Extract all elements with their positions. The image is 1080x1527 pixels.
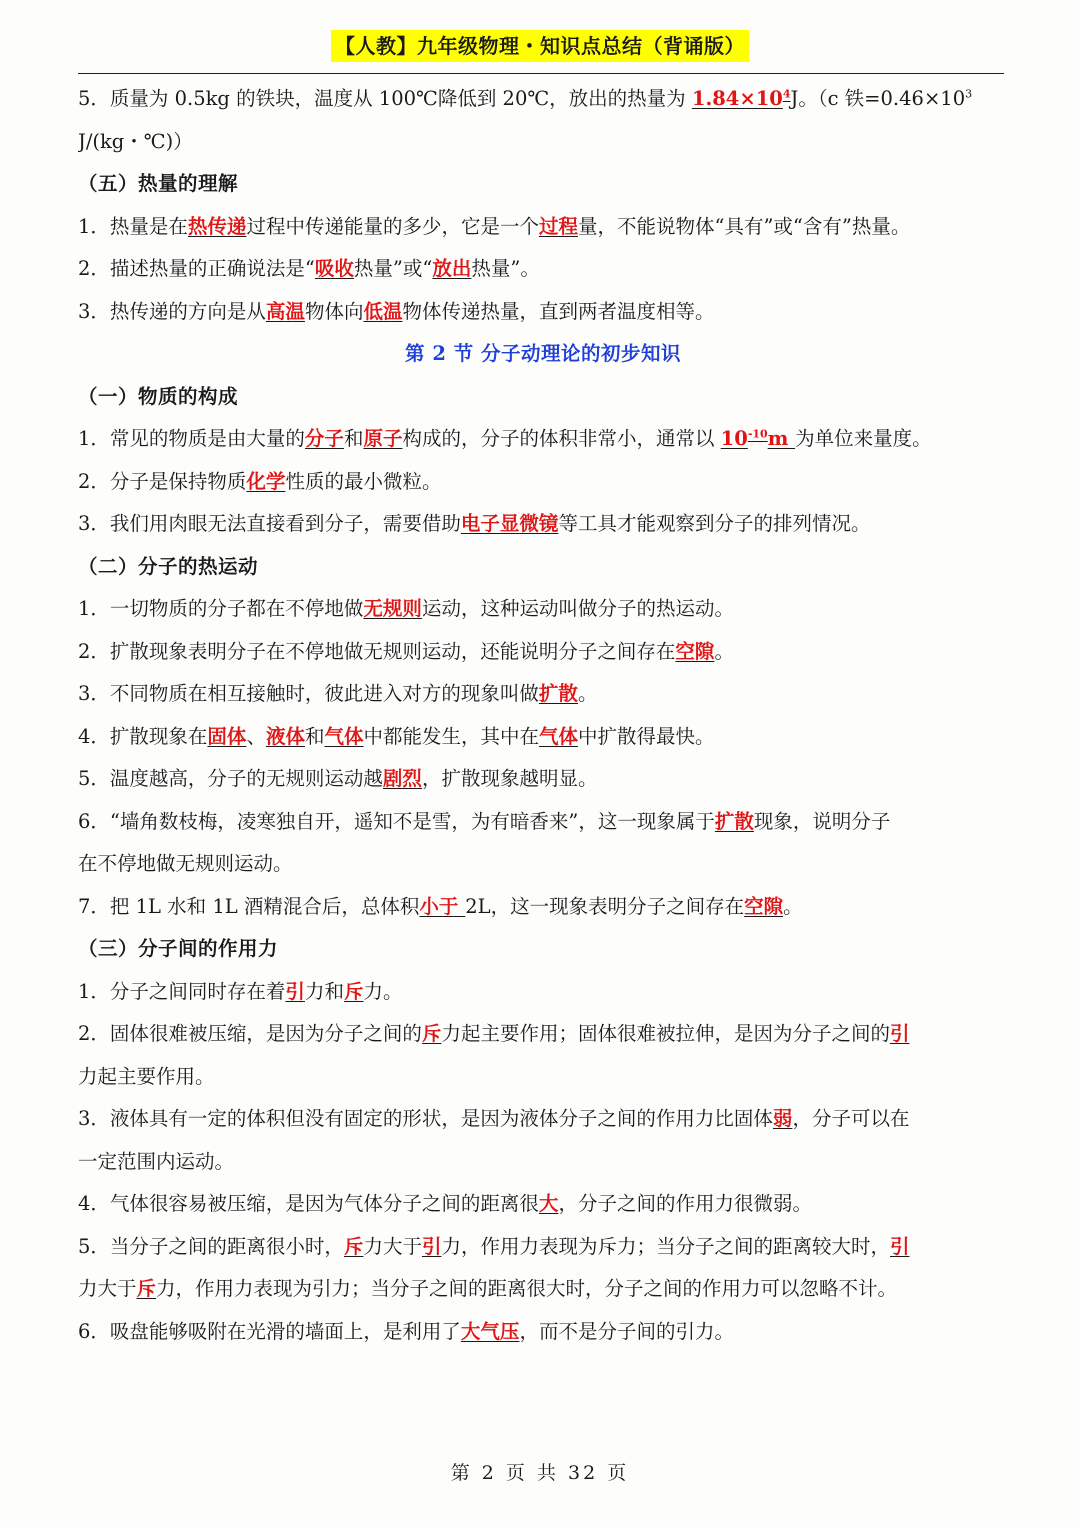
text-run: （二）分子的热运动: [78, 554, 259, 578]
text-run: 中扩散得最快。: [578, 724, 715, 748]
answer-blank: 空隙: [675, 639, 715, 663]
text-run: 性质的最小微粒。: [285, 469, 442, 493]
text-line: [78, 1098, 1008, 1141]
answer-blank: 固体: [207, 724, 247, 748]
text-line: [78, 801, 1008, 844]
text-run: 一定范围内运动。: [78, 1149, 235, 1173]
answer-blank: 斥: [343, 979, 364, 1003]
text-run: 4．扩散现象在: [78, 724, 208, 748]
answer-blank: 分子: [304, 427, 344, 450]
text-line: [78, 291, 1008, 334]
text-run: 物体传递热量，直到两者温度相等。: [402, 299, 715, 323]
text-run: 力，作用力表现为斥力；当分子之间的距离较大时，: [441, 1234, 890, 1258]
text-run: 构成的，分子的体积非常小，通常以: [402, 427, 721, 450]
text-run: 为单位来量度。: [795, 427, 932, 450]
answer-blank: 热传递: [187, 214, 247, 238]
answer-blank: 空隙: [744, 894, 784, 918]
answer-blank: 气体: [539, 724, 579, 748]
text-run: 5．当分子之间的距离很小时，: [78, 1234, 344, 1258]
text-line: [78, 1311, 1008, 1354]
answer-blank: 放出: [432, 257, 472, 280]
answer-blank: 吸收: [314, 257, 354, 280]
text-run: 3．液体具有一定的体积但没有固定的形状，是因为液体分子之间的作用力比固体: [78, 1107, 773, 1130]
text-line: [78, 971, 1008, 1014]
subsection-heading: [78, 546, 1008, 589]
text-line: [78, 121, 1008, 164]
document-title: 【人教】九年级物理・知识点总结（背诵版）: [331, 30, 749, 62]
text-line: [78, 758, 1008, 801]
text-run: 6．吸盘能够吸附在光滑的墙面上，是利用了: [78, 1319, 461, 1343]
subsection-heading: [78, 163, 1008, 206]
answer-blank: 扩散: [538, 682, 578, 705]
text-run: 4．气体很容易被压缩，是因为气体分子之间的距离很: [78, 1192, 539, 1215]
text-line: [78, 1183, 1008, 1226]
text-run: 2．固体很难被压缩，是因为分子之间的: [78, 1022, 422, 1045]
text-run: 中都能发生，其中在: [363, 724, 540, 748]
superscript: 3: [965, 87, 973, 101]
text-run: 力大于: [78, 1277, 137, 1300]
answer-blank: 大: [538, 1192, 559, 1215]
subsection-heading: [78, 376, 1008, 419]
text-line: [78, 206, 1008, 249]
text-run: 3．我们用肉眼无法直接看到分子，需要借助: [78, 512, 461, 535]
text-run: 。: [714, 639, 734, 663]
text-run: 热量”或“: [353, 257, 433, 280]
text-line: [78, 716, 1008, 759]
answer-blank: 大气压: [460, 1319, 520, 1343]
text-run: 。: [783, 894, 803, 918]
text-line: [78, 418, 1008, 461]
text-line: [78, 461, 1008, 504]
text-run: （一）物质的构成: [78, 384, 239, 408]
text-line: [78, 1141, 1008, 1184]
text-run: 3．不同物质在相互接触时，彼此进入对方的现象叫做: [78, 682, 539, 705]
answer-blank: 无规则: [363, 597, 422, 620]
answer-blank: 斥: [421, 1022, 442, 1045]
text-run: 1．热量是在: [78, 214, 188, 238]
text-run: 2．描述热量的正确说法是“: [78, 257, 315, 280]
text-run: 1．一切物质的分子都在不停地做: [78, 597, 364, 620]
text-run: ，而不是分子间的引力。: [519, 1319, 734, 1343]
text-run: 力起主要作用。: [78, 1064, 215, 1088]
answer-blank: 引: [285, 979, 305, 1003]
answer-blank: 引: [889, 1022, 910, 1045]
text-run: 力起主要作用；固体很难被拉伸，是因为分子之间的: [441, 1022, 890, 1045]
text-line: [78, 1268, 1008, 1311]
text-run: 第 2 节 分子动理论的初步知识: [405, 342, 681, 365]
text-run: ，分子可以在: [792, 1107, 910, 1130]
answer-blank: 1.84×10: [691, 87, 783, 110]
text-run: 5．质量为 0.5kg 的铁块，温度从 100℃降低到 20℃，放出的热量为: [78, 87, 692, 110]
answer-blank: 引: [889, 1234, 910, 1258]
answer-superscript: -10: [747, 427, 768, 441]
answer-blank: 斥: [343, 1234, 364, 1258]
text-run: 和: [343, 427, 364, 450]
document-body: [78, 78, 1008, 1353]
text-line: [78, 588, 1008, 631]
text-line: [78, 503, 1008, 546]
answer-blank: 小于: [419, 894, 466, 918]
text-run: 量，不能说物体“具有”或“含有”热量。: [577, 214, 911, 238]
text-run: 6．“墙角数枝梅，凌寒独自开，遥知不是雪，为有暗香来”，这一现象属于: [78, 809, 715, 833]
answer-blank: 扩散: [714, 809, 754, 833]
text-run: 力，作用力表现为引力；当分子之间的距离很大时，分子之间的作用力可以忽略不计。: [156, 1277, 898, 1300]
text-line: [78, 886, 1008, 929]
page-header: [0, 30, 1080, 62]
text-run: 现象，说明分子: [753, 809, 891, 833]
answer-blank: 化学: [246, 469, 286, 493]
answer-blank: 低温: [363, 299, 403, 323]
page-number: 第 2 页 共 32 页: [450, 1462, 630, 1484]
text-run: 力。: [363, 979, 403, 1003]
answer-blank: m: [767, 427, 796, 450]
text-run: 5．温度越高，分子的无规则运动越: [78, 767, 383, 790]
text-line: [78, 1056, 1008, 1099]
text-run: （五）热量的理解: [78, 172, 239, 195]
text-run: 、: [246, 724, 266, 748]
text-run: 。: [577, 682, 598, 705]
text-run: 力和: [304, 979, 344, 1003]
text-run: 和: [304, 724, 325, 748]
text-run: 物体向: [304, 299, 364, 323]
answer-blank: 原子: [363, 427, 403, 450]
text-run: 1．常见的物质是由大量的: [78, 427, 305, 450]
answer-blank: 剧烈: [382, 767, 422, 790]
text-run: 2L，这一现象表明分子之间存在: [465, 894, 745, 918]
answer-blank: 引: [421, 1234, 442, 1258]
text-run: （三）分子间的作用力: [78, 937, 279, 960]
text-run: J。（c 铁=0.46×10: [790, 87, 966, 110]
text-run: 1．分子之间同时存在着: [78, 979, 286, 1003]
answer-blank: 弱: [772, 1107, 793, 1130]
section-heading: [78, 333, 1008, 376]
text-line: [78, 248, 1008, 291]
text-run: 过程中传递能量的多少，它是一个: [246, 214, 539, 238]
text-line: [78, 1013, 1008, 1056]
answer-blank: 过程: [538, 214, 578, 238]
text-run: 热量”。: [471, 257, 540, 280]
text-line: [78, 673, 1008, 716]
answer-superscript: 4: [782, 87, 791, 101]
text-run: 2．扩散现象表明分子在不停地做无规则运动，还能说明分子之间存在: [78, 639, 676, 663]
answer-blank: 液体: [265, 724, 305, 748]
text-run: 2．分子是保持物质: [78, 469, 247, 493]
answer-blank: 气体: [324, 724, 364, 748]
text-run: 等工具才能观察到分子的排列情况。: [558, 512, 871, 535]
text-line: [78, 843, 1008, 886]
text-run: 运动，这种运动叫做分子的热运动。: [421, 597, 734, 620]
header-divider: [78, 73, 1004, 74]
text-run: 力大于: [363, 1234, 422, 1258]
answer-blank: 高温: [265, 299, 305, 323]
text-run: ，分子之间的作用力很微弱。: [558, 1192, 812, 1215]
text-run: 3．热传递的方向是从: [78, 299, 266, 323]
text-line: [78, 631, 1008, 674]
text-run: ，扩散现象越明显。: [421, 767, 598, 790]
text-run: J/(kg・℃)）: [78, 129, 193, 153]
text-line: [78, 78, 1008, 121]
answer-blank: 斥: [136, 1277, 157, 1300]
subsection-heading: [78, 928, 1008, 971]
text-run: 7．把 1L 水和 1L 酒精混合后，总体积: [78, 894, 420, 918]
text-line: [78, 1226, 1008, 1269]
answer-blank: 10: [720, 427, 748, 450]
text-run: 在不停地做无规则运动。: [78, 852, 293, 875]
answer-blank: 电子显微镜: [460, 512, 559, 535]
